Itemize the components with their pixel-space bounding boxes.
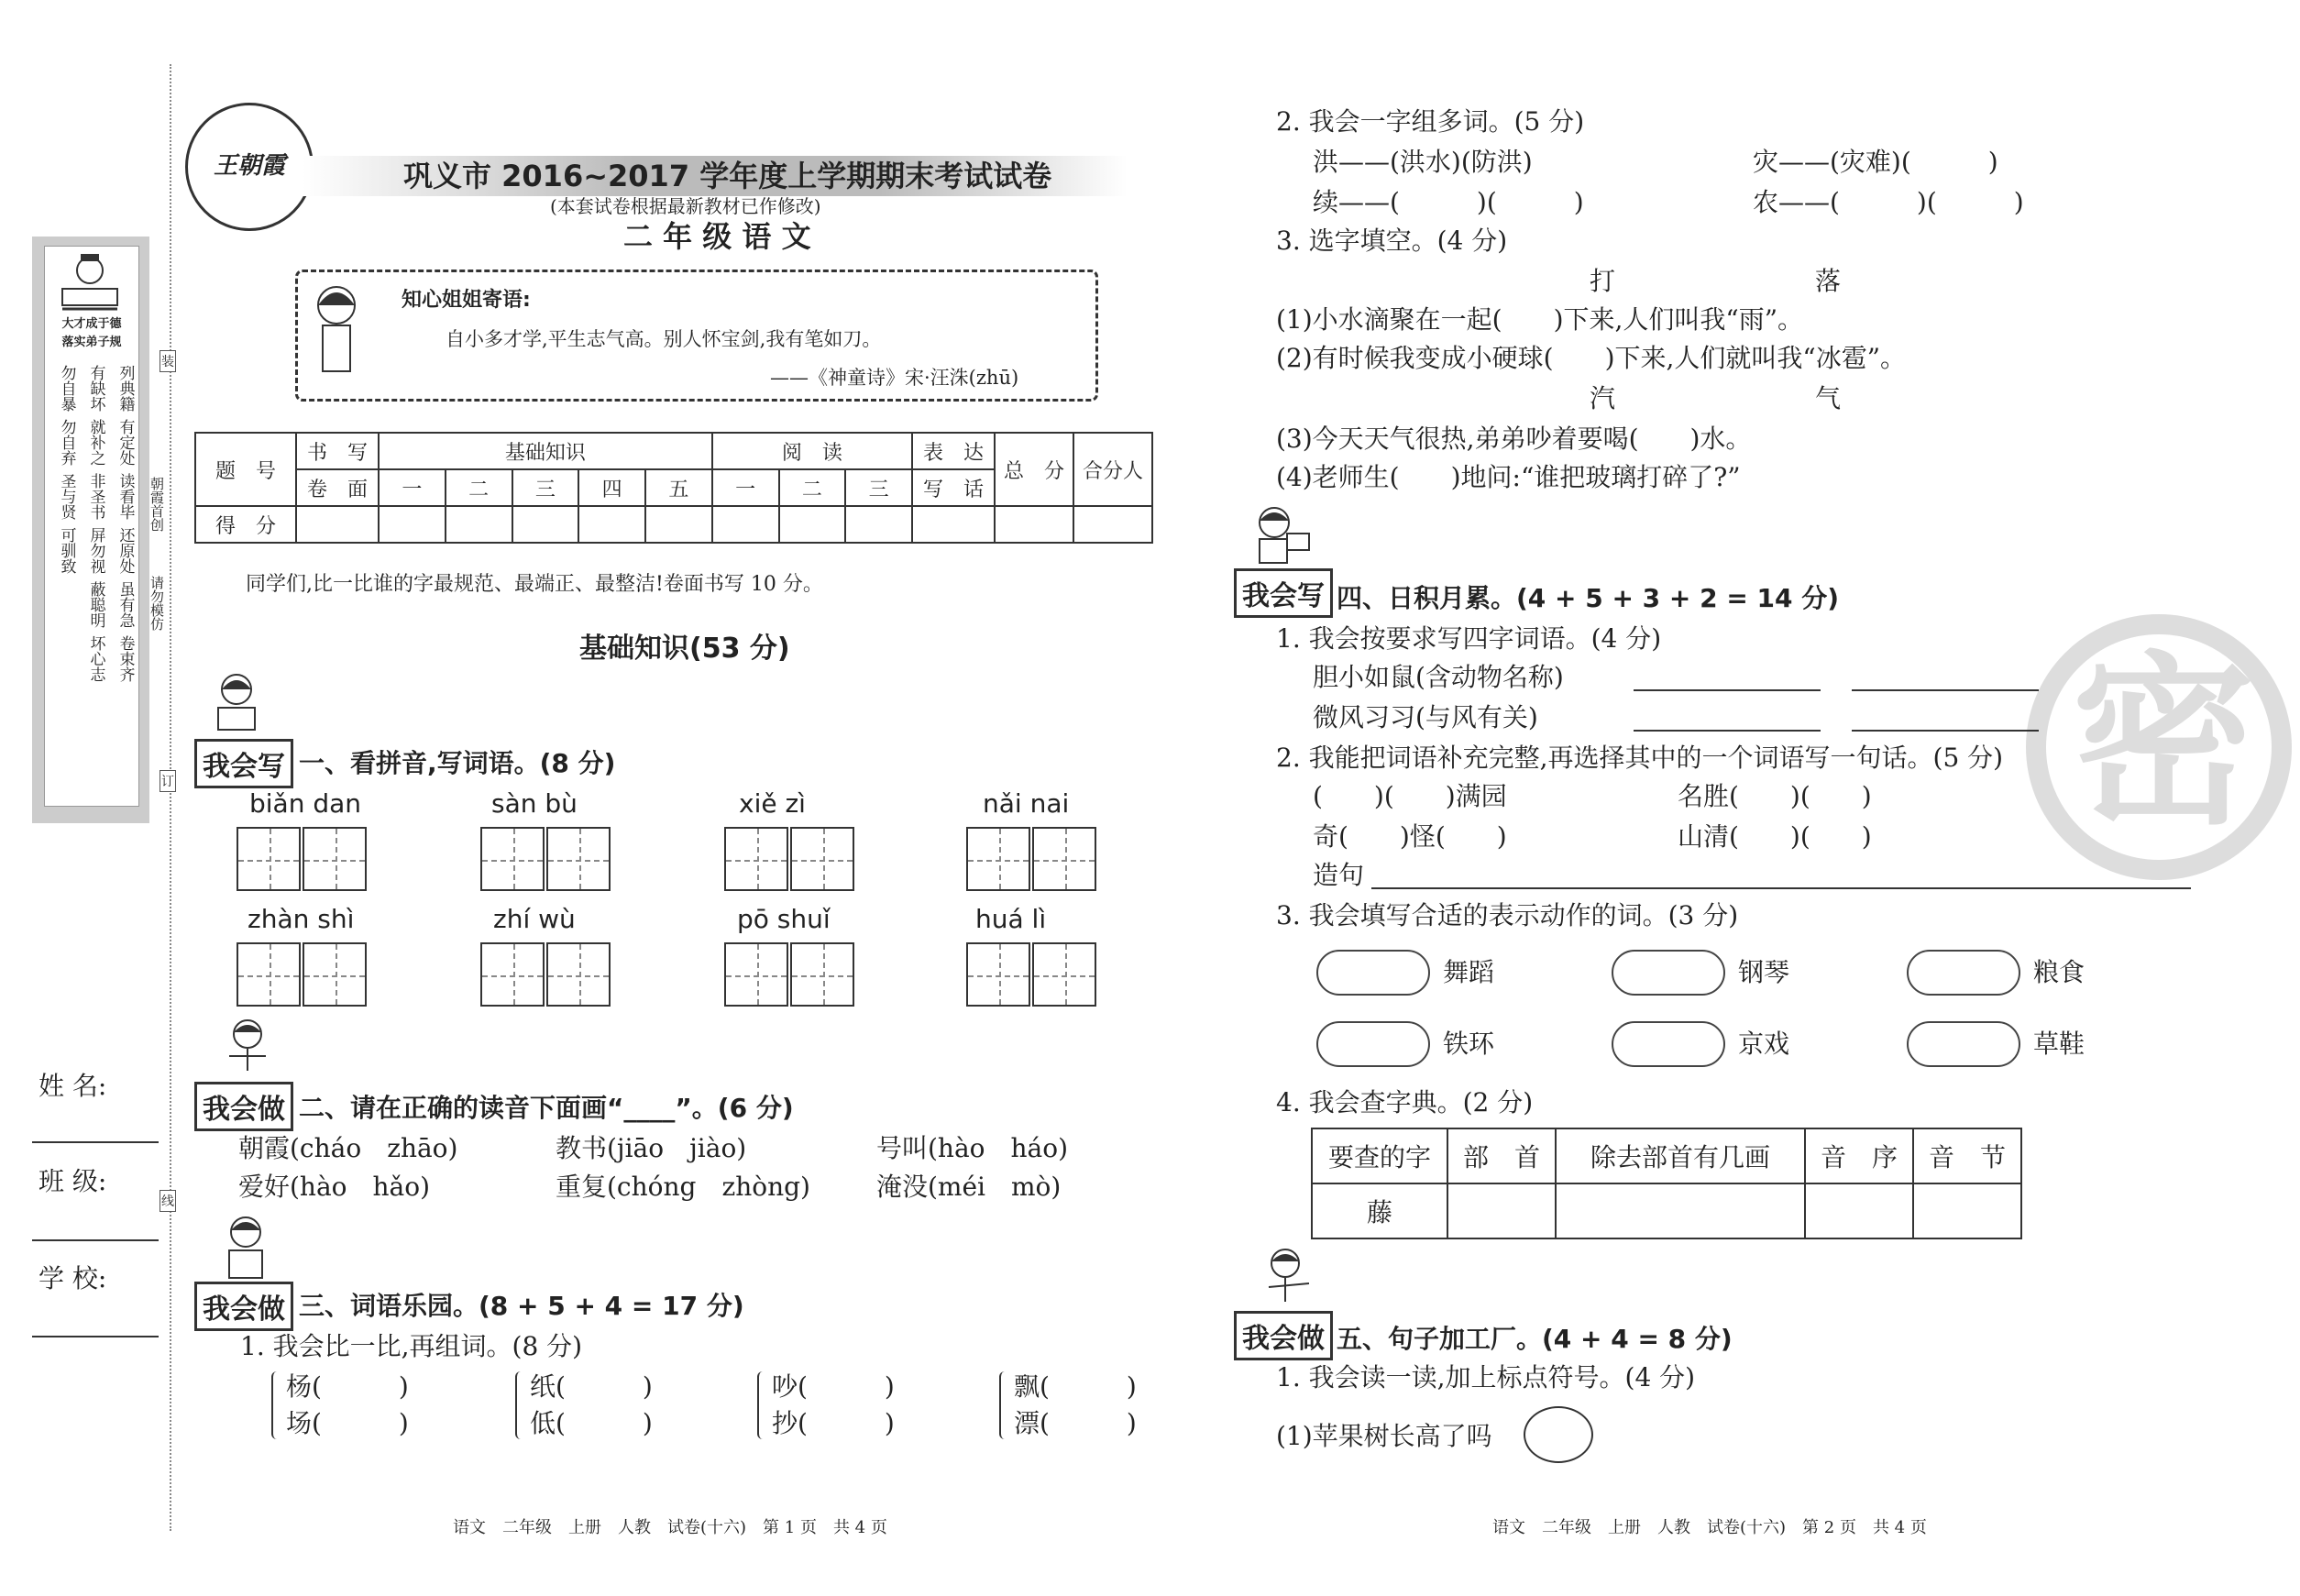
score-subheader: 三: [512, 469, 579, 506]
q43-word: 粮食: [2033, 957, 2085, 987]
quote-heading: 知心姐姐寄语:: [402, 289, 531, 312]
school-field[interactable]: [32, 1336, 159, 1337]
dict-char: 藤: [1312, 1183, 1447, 1238]
cloud-blank[interactable]: [1612, 950, 1725, 996]
score-header: 总 分: [995, 433, 1073, 506]
score-subheader: 一: [379, 469, 446, 506]
pinyin: zhàn shì: [248, 904, 355, 934]
dictionary-table: [1311, 1128, 2022, 1239]
score-cell[interactable]: [1073, 506, 1152, 543]
score-subheader: 五: [645, 469, 712, 506]
q43-word: 铁环: [1443, 1029, 1495, 1059]
q51-title: 1. 我会读一读,加上标点符号。(4 分): [1276, 1362, 1696, 1392]
q3-pair: 杨( ): [286, 1371, 409, 1402]
q3-pair: 吵( ): [772, 1371, 895, 1402]
class-field[interactable]: [32, 1239, 159, 1241]
watermark-char: 密: [2072, 634, 2256, 850]
q42-a: ( )( )满园: [1313, 781, 1507, 811]
footer-left: 语文 二年级 上册 人教 试卷(十六) 第 1 页 共 4 页: [453, 1518, 887, 1537]
q2-item: 朝霞(cháo zhāo): [238, 1133, 458, 1163]
margin-mark: 装: [160, 350, 176, 372]
score-subheader: 一: [712, 469, 779, 506]
verse: 就补之: [86, 419, 105, 466]
score-header: 书 写: [296, 433, 379, 469]
sidebar-motto-2: 落实弟子规: [61, 336, 122, 349]
q3-pair: 纸( ): [530, 1371, 653, 1402]
writing-grid[interactable]: [724, 942, 854, 1010]
q42-c: 奇( )怪( ): [1313, 821, 1507, 852]
q32-item: 洪——(洪水)(防洪): [1313, 147, 1533, 177]
pinyin: huá lì: [975, 904, 1047, 934]
q43-word: 舞蹈: [1443, 957, 1495, 987]
score-subheader: 四: [578, 469, 645, 506]
writing-grid[interactable]: [724, 827, 854, 895]
q43-word: 草鞋: [2033, 1029, 2085, 1059]
q42-title: 2. 我能把词语补充完整,再选择其中的一个词语写一句话。(5 分): [1276, 743, 2004, 773]
score-cell[interactable]: [845, 506, 912, 543]
writing-grid[interactable]: [480, 942, 611, 1010]
verse: 圣与贤: [57, 473, 76, 520]
verse: 蔽聪明: [86, 581, 105, 628]
dict-header: 部 首: [1447, 1128, 1556, 1183]
verse: 非圣书: [86, 473, 105, 520]
answer-line[interactable]: [1634, 689, 1821, 691]
dict-cell[interactable]: [1913, 1183, 2021, 1238]
score-subheader: 二: [779, 469, 846, 506]
writing-note: 同学们,比一比谁的字最规范、最端正、最整洁!卷面书写 10 分。: [246, 573, 823, 596]
school-label: 学 校:: [39, 1263, 107, 1293]
score-cell[interactable]: [912, 506, 995, 543]
cloud-blank[interactable]: [1907, 950, 2020, 996]
q32-item: 灾——(灾难)( ): [1753, 147, 1998, 177]
score-table: [194, 432, 1153, 544]
verse: 可驯致: [57, 527, 76, 574]
q41-b: 微风习习(与风有关): [1313, 702, 1538, 732]
writing-grid[interactable]: [966, 942, 1096, 1010]
q32-item: 农——( )( ): [1753, 187, 2024, 217]
answer-line[interactable]: [1852, 730, 2039, 732]
q44-title: 4. 我会查字典。(2 分): [1276, 1087, 1534, 1117]
writing-grid[interactable]: [237, 827, 367, 895]
exam-title: 巩义市 2016~2017 学年度上学期期末考试试卷: [403, 159, 1052, 193]
dict-header: 音 序: [1805, 1128, 1913, 1183]
kid-illustration: [220, 1016, 275, 1082]
writing-grid[interactable]: [480, 827, 611, 895]
answer-line[interactable]: [1634, 730, 1821, 732]
score-header: 基础知识: [379, 433, 712, 469]
dict-header: 除去部首有几画: [1556, 1128, 1805, 1183]
tag-do: 我会做: [194, 1282, 293, 1331]
q1-title: 一、看拼音,写词语。(8 分): [299, 748, 616, 778]
q41-a: 胆小如鼠(含动物名称): [1313, 662, 1564, 692]
writing-grid[interactable]: [966, 827, 1096, 895]
dict-header: 要查的字: [1312, 1128, 1447, 1183]
verse: 勿自暴: [57, 365, 76, 412]
verse: 卷束齐: [116, 635, 135, 682]
sentence-line[interactable]: [1371, 887, 2191, 889]
q5-title: 五、句子加工厂。(4 + 4 = 8 分): [1337, 1324, 1733, 1354]
dict-cell[interactable]: [1556, 1183, 1805, 1238]
logo-text: 王朝霞: [213, 152, 285, 180]
q32-title: 2. 我会一字组多词。(5 分): [1276, 106, 1585, 137]
quote-text: 自小多才学,平生志气高。别人怀宝剑,我有笔如刀。: [446, 328, 882, 350]
verse: 勿自弃: [57, 419, 76, 466]
pinyin: nǎi nai: [983, 788, 1070, 819]
q2-item: 教书(jiāo jiào): [556, 1133, 747, 1163]
score-cell[interactable]: [379, 506, 446, 543]
q2-title: 二、请在正确的读音下面画“____”。(6 分): [299, 1093, 794, 1123]
exam-subtitle: (本套试卷根据最新教材已作修改): [550, 195, 821, 217]
dict-header: 音 节: [1913, 1128, 2021, 1183]
brace: [515, 1371, 524, 1439]
q2-item: 爱好(hào hǎo): [238, 1172, 431, 1202]
q33-choice: 落: [1815, 266, 1842, 296]
cloud-blank[interactable]: [1316, 950, 1430, 996]
punctuation-blank[interactable]: [1524, 1406, 1593, 1463]
pinyin: zhí wù: [493, 904, 576, 934]
score-cell[interactable]: [578, 506, 645, 543]
q3-pair: 抄( ): [772, 1408, 895, 1438]
q3-title: 三、词语乐园。(8 + 5 + 4 = 17 分): [299, 1291, 744, 1321]
q33-choice: 汽: [1590, 383, 1616, 413]
q51-line: (1)苹果树长高了吗: [1276, 1421, 1492, 1451]
dict-cell[interactable]: [1805, 1183, 1913, 1238]
pinyin: xiě zì: [739, 788, 806, 819]
class-label: 班 级:: [39, 1166, 107, 1196]
score-cell[interactable]: [512, 506, 579, 543]
answer-line[interactable]: [1852, 689, 2039, 691]
writing-grid[interactable]: [237, 942, 367, 1010]
q33-line: (1)小水滴聚在一起( )下来,人们叫我“雨”。: [1276, 304, 1804, 335]
q3-pair: 低( ): [530, 1408, 653, 1438]
q3-pair: 飘( ): [1014, 1371, 1137, 1402]
q2-item: 淹没(méi mò): [876, 1172, 1062, 1202]
quote-source: ——《神童诗》宋·汪洙(zhū): [770, 367, 1019, 389]
tag-do: 我会做: [194, 1082, 293, 1131]
dict-cell[interactable]: [1447, 1183, 1556, 1238]
q42-b: 名胜( )( ): [1678, 781, 1872, 811]
kid-illustration: [1247, 502, 1315, 567]
score-subheader: 卷 面: [296, 469, 379, 506]
cloud-blank[interactable]: [1316, 1021, 1430, 1067]
sidebar-verses: [51, 365, 139, 682]
section-title: 基础知识(53 分): [579, 633, 790, 665]
verse: 读看毕: [116, 473, 135, 520]
score-subheader: 三: [845, 469, 912, 506]
verse: 屏勿视: [86, 527, 105, 574]
q4-title: 四、日积月累。(4 + 5 + 3 + 2 = 14 分): [1337, 583, 1840, 613]
pinyin: biǎn dan: [249, 788, 362, 819]
kid-illustration: [216, 1212, 275, 1282]
name-label: 姓 名:: [39, 1071, 107, 1101]
margin-mark: 线: [160, 1190, 176, 1212]
score-subheader: 写 话: [912, 469, 995, 506]
side-note-1: 朝霞首创: [149, 477, 165, 532]
q33-line: (2)有时候我变成小硬球( )下来,人们就叫我“冰雹”。: [1276, 343, 1907, 373]
q33-line: (3)今天天气很热,弟弟吵着要喝( )水。: [1276, 424, 1752, 454]
score-cell[interactable]: [446, 506, 512, 543]
q41-title: 1. 我会按要求写四字词语。(4 分): [1276, 623, 1662, 654]
score-cell[interactable]: [296, 506, 379, 543]
q33-choice: 打: [1590, 266, 1616, 296]
q3-pair: 场( ): [286, 1408, 409, 1438]
cloud-blank[interactable]: [1907, 1021, 2020, 1067]
side-note-2: 请勿模仿: [149, 576, 165, 631]
q2-item: 重复(chóng zhòng): [556, 1172, 810, 1202]
score-header: 合分人: [1073, 433, 1152, 506]
margin-dotted-line: [170, 64, 171, 1531]
tag-do: 我会做: [1234, 1311, 1333, 1360]
pinyin: sàn bù: [491, 788, 578, 819]
brace: [999, 1371, 1008, 1439]
q32-item: 续——( )( ): [1313, 187, 1584, 217]
q33-title: 3. 选字填空。(4 分): [1276, 226, 1508, 256]
q33-choice: 气: [1815, 383, 1842, 413]
tag-write: 我会写: [194, 739, 293, 788]
sidebar-motto-1: 大才成于德: [61, 317, 122, 331]
verse: 列典籍: [116, 365, 135, 412]
pinyin: pō shuǐ: [737, 904, 831, 934]
score-header: 题 号: [195, 433, 296, 506]
verse: 坏心志: [86, 635, 105, 682]
exam-grade: 二 年 级 语 文: [623, 219, 811, 254]
q42-e: 造句: [1313, 860, 1365, 890]
brace: [271, 1371, 281, 1439]
q43-title: 3. 我会填写合适的表示动作的词。(3 分): [1276, 900, 1739, 930]
cloud-blank[interactable]: [1612, 1021, 1725, 1067]
footer-right: 语文 二年级 上册 人教 试卷(十六) 第 2 页 共 4 页: [1492, 1518, 1927, 1537]
verse: 虽有急: [116, 581, 135, 628]
q42-d: 山清( )( ): [1678, 821, 1872, 852]
q43-word: 钢琴: [1738, 957, 1790, 987]
score-subheader: 二: [446, 469, 512, 506]
verse: 有定处: [116, 419, 135, 466]
margin-mark: 订: [160, 770, 176, 792]
q2-item: 号叫(hào háo): [876, 1133, 1069, 1163]
brace: [757, 1371, 766, 1439]
name-field[interactable]: [32, 1141, 159, 1143]
q3-pair: 漂( ): [1014, 1408, 1137, 1438]
q43-word: 京戏: [1738, 1029, 1790, 1059]
score-header: 表 达: [912, 433, 995, 469]
score-cell[interactable]: [712, 506, 779, 543]
q33-line: (4)老师生( )地问:“谁把玻璃打碎了?”: [1276, 462, 1741, 492]
score-cell[interactable]: [779, 506, 846, 543]
verse: 有缺坏: [86, 365, 105, 412]
kid-illustration: [1258, 1245, 1318, 1311]
score-cell[interactable]: [995, 506, 1073, 543]
verse: 还原处: [116, 527, 135, 574]
tag-write: 我会写: [1234, 568, 1333, 618]
scholar-illustration: [53, 252, 127, 316]
girl-illustration: [304, 280, 369, 390]
score-row-label: 得 分: [195, 506, 296, 543]
score-header: 阅 读: [712, 433, 912, 469]
kid-illustration: [209, 669, 264, 733]
score-cell[interactable]: [645, 506, 712, 543]
q3-sub1: 1. 我会比一比,再组词。(8 分): [240, 1331, 583, 1361]
